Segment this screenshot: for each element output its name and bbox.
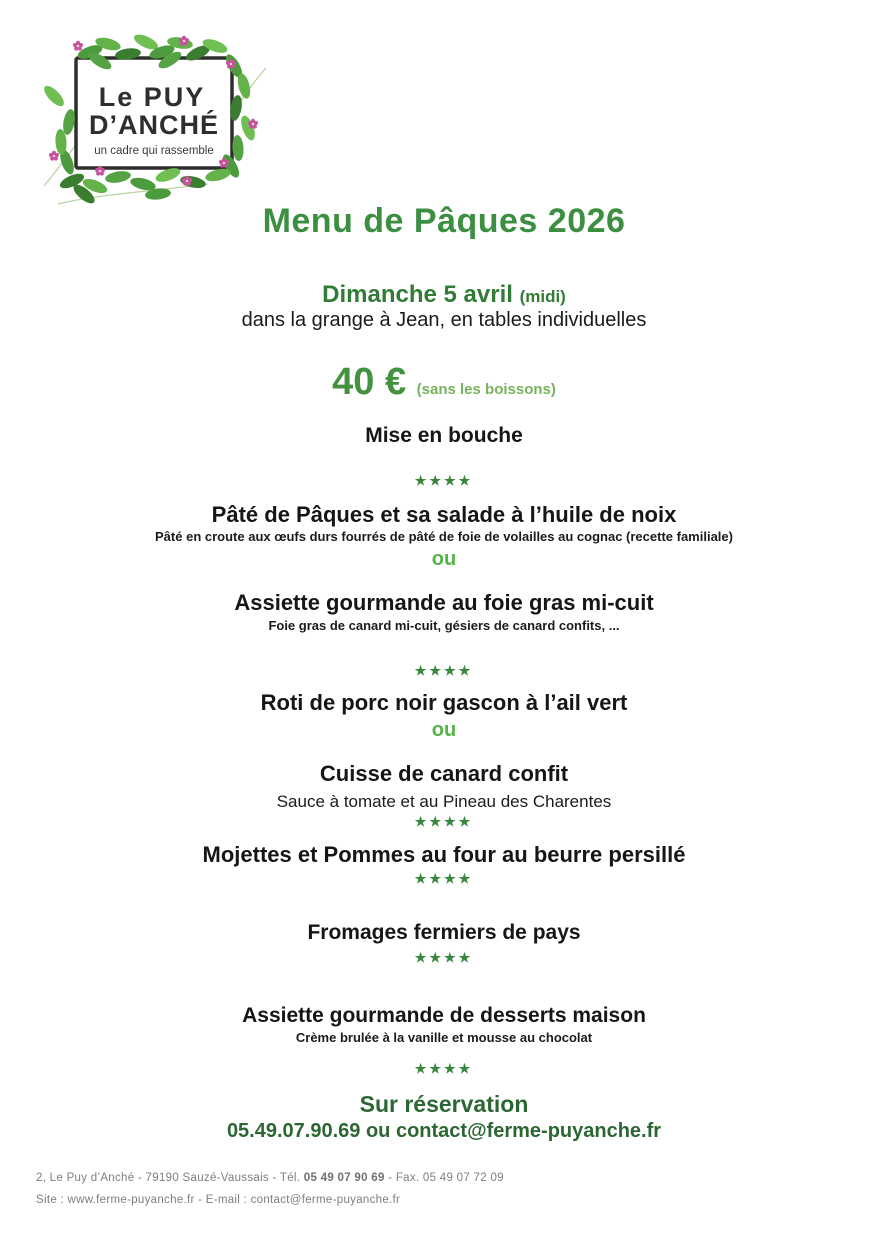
logo [38,34,268,208]
footer-site-email: Site : www.ferme-puyanche.fr - E-mail : contact@ferme-puyanche.fr [36,1194,401,1206]
course-cheese: Fromages fermiers de pays [307,921,581,944]
or-divider-1: ou [431,548,457,570]
course-starter-1-desc: Pâté en croute aux œufs durs fourrés de pâté de foie de volailles au cognac (recette familiale) [155,529,733,544]
event-date-line [0,281,888,309]
reservation-title: Sur réservation [359,1091,529,1117]
course-starter-1: Pâté de Pâques et sa salade à l’huile de noix [211,502,677,527]
logo-wordmark-line1: Le PUY [98,82,206,112]
price-note: (sans les boissons) [416,381,556,398]
stars-separator-1: ★★★★ [414,473,474,488]
stars-separator-3: ★★★★ [414,814,474,829]
course-mise-en-bouche: Mise en bouche [365,424,523,447]
page-title: Menu de Pâques 2026 [262,202,626,240]
course-main-2: Cuisse de canard confit [319,761,569,786]
event-location: dans la grange à Jean, en tables individuelles [241,309,647,331]
event-date-note: (midi) [519,287,566,306]
course-starter-2-desc: Foie gras de canard mi-cuit, gésiers de canard confits, ... [268,618,620,633]
event-date: Dimanche 5 avril [322,281,513,308]
logo-tagline: un cadre qui rassemble [94,145,214,157]
course-dessert-desc: Crème brulée à la vanille et mousse au chocolat [295,1030,593,1045]
stars-separator-6: ★★★★ [414,1061,474,1076]
footer-phone: 05 49 07 90 69 [303,1172,385,1184]
price-amount: 40 € [332,361,407,403]
footer-address-suffix: - Fax. 05 49 07 72 09 [384,1172,504,1184]
stars-separator-4: ★★★★ [414,871,474,886]
stars-separator-2: ★★★★ [414,663,474,678]
course-dessert: Assiette gourmande de desserts maison [242,1004,646,1027]
course-starter-2: Assiette gourmande au foie gras mi-cuit [234,590,654,615]
price-line [0,361,888,404]
course-main-2-desc: Sauce à tomate et au Pineau des Charentes [276,792,612,811]
course-main-1: Roti de porc noir gascon à l’ail vert [260,690,628,715]
stars-separator-5: ★★★★ [414,950,474,965]
reservation-contact: 05.49.07.90.69 ou contact@ferme-puyanche.fr [226,1120,662,1142]
footer-address [36,1172,504,1184]
or-divider-2: ou [431,719,457,741]
footer-address-prefix: 2, Le Puy d’Anché - 79190 Sauzé-Vaussais - Tél. [36,1172,304,1184]
course-side: Mojettes et Pommes au four au beurre persillé [202,842,686,867]
logo-wordmark-line2: D’ANCHÉ [88,110,220,140]
